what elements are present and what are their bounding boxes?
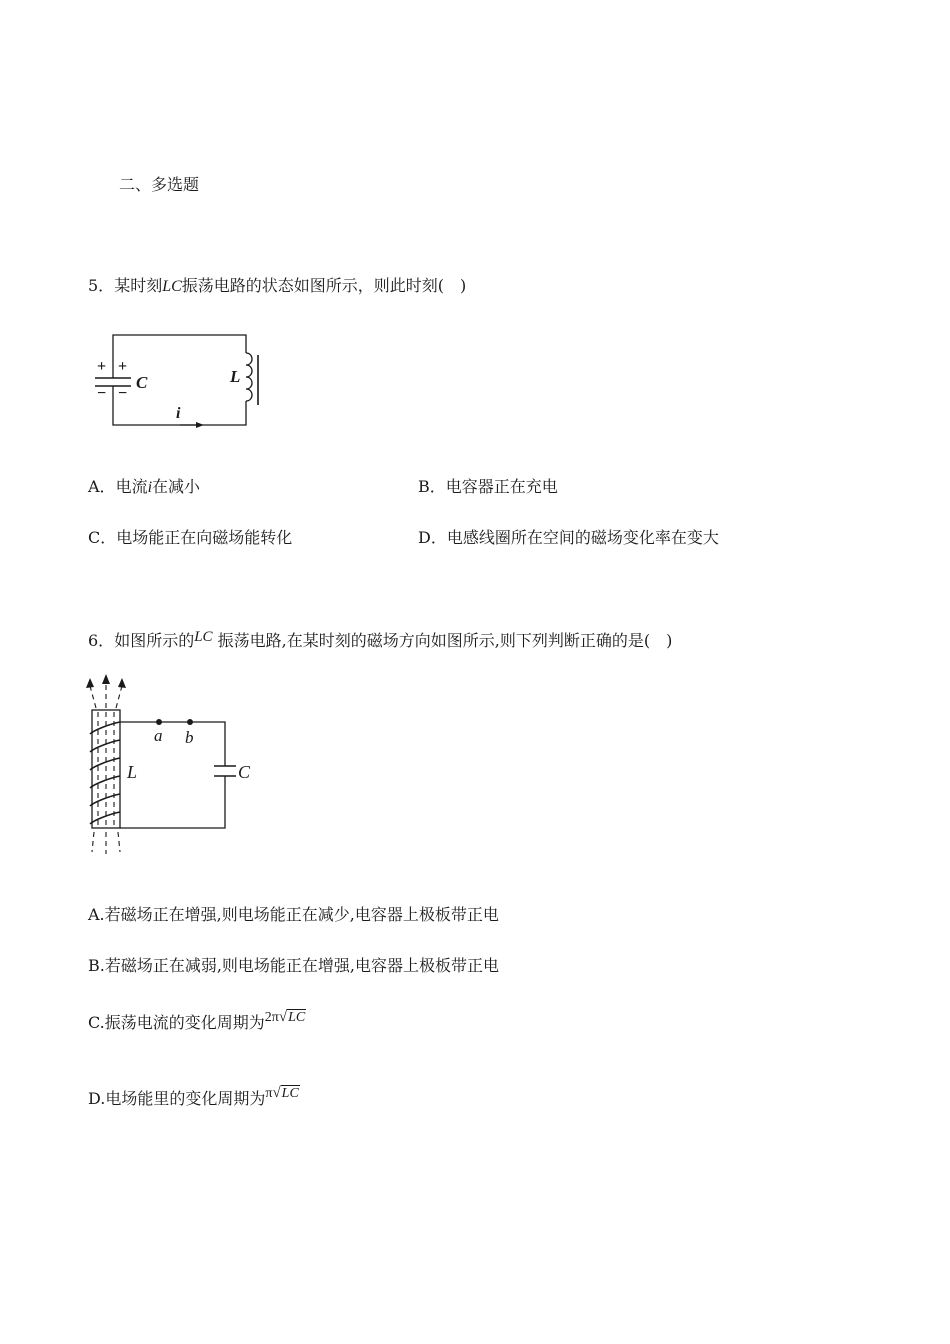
point-a-label: a	[154, 726, 163, 745]
current-arrow-head	[196, 422, 204, 428]
inductor-coil	[246, 353, 252, 401]
option-c-formula	[265, 1009, 306, 1026]
circuit-wire-bottom	[120, 776, 225, 828]
question-6-number: 6．	[88, 631, 115, 650]
field-line-left	[90, 686, 96, 708]
question-6-option-b[interactable]: B.若磁场正在减弱,则电场能正在增强,电容器上极板带正电	[88, 956, 500, 975]
option-c-formula-body: LC	[288, 1010, 306, 1025]
option-a-text-before: 电流	[115, 477, 148, 496]
field-line-below-left	[92, 832, 94, 852]
option-c-text: C.振荡电流的变化周期为	[88, 1013, 265, 1032]
question-6-stem-before: 如图所示的	[114, 631, 195, 650]
option-a-letter: A．	[88, 477, 116, 496]
question-5-stem	[88, 273, 466, 296]
option-a-text-after: 在减小	[152, 477, 201, 496]
option-d-formula	[265, 1085, 299, 1102]
current-label: i	[176, 405, 181, 422]
question-5-option-c[interactable]	[88, 525, 292, 548]
point-b-dot	[187, 719, 193, 725]
question-5-option-a[interactable]	[88, 474, 200, 497]
question-6-option-c[interactable]	[88, 1010, 306, 1033]
question-6-symbol: LC	[194, 629, 213, 645]
field-arrow-center	[102, 674, 110, 684]
question-6-circuit-figure	[80, 672, 270, 862]
capacitor-label: C	[238, 762, 251, 782]
coil-winding	[90, 722, 120, 824]
field-line-right	[116, 686, 122, 708]
option-c-sqrt-icon: √	[278, 1009, 288, 1025]
inductor-label: L	[230, 367, 241, 386]
option-d-text: 电感线圈所在空间的磁场变化率在变大	[446, 528, 719, 547]
point-b-label: b	[185, 728, 194, 747]
section-title: 二、多选题	[119, 175, 200, 194]
question-5-number: 5．	[88, 276, 115, 295]
option-b-text: 电容器正在充电	[445, 477, 558, 496]
option-c-letter: C．	[88, 528, 117, 547]
question-5-option-b[interactable]	[418, 474, 558, 497]
plus-sign-right: +	[118, 358, 128, 375]
question-5-option-d[interactable]	[418, 525, 719, 548]
option-d-text: D.电场能里的变化周期为	[88, 1089, 266, 1108]
inductor-label: L	[127, 762, 138, 782]
option-d-sqrt-icon: √	[272, 1085, 281, 1101]
question-5-stem-after: 振荡电路的状态如图所示，则此时刻( )	[181, 276, 467, 295]
question-6-option-d[interactable]	[88, 1086, 300, 1109]
field-arrow-left	[86, 678, 94, 688]
field-arrow-right	[118, 678, 126, 688]
question-5-symbol: LC	[162, 278, 182, 295]
question-5-circuit-figure	[80, 325, 280, 440]
option-c-formula-coeff: 2π	[264, 1010, 279, 1025]
question-6-option-a[interactable]: A.若磁场正在增强,则电场能正在减少,电容器上极板带正电	[88, 905, 499, 924]
plus-sign-left: +	[97, 358, 107, 375]
option-a-symbol: i	[147, 479, 153, 496]
circuit-wire-top	[113, 335, 246, 359]
option-d-formula-coeff: π	[265, 1086, 273, 1101]
minus-sign-right: −	[118, 385, 128, 402]
option-b-letter: B．	[418, 477, 446, 496]
field-line-below-right	[118, 832, 120, 852]
question-6-stem-after: 振荡电路,在某时刻的磁场方向如图所示,则下列判断正确的是( )	[217, 631, 673, 650]
minus-sign-left: −	[97, 385, 107, 402]
option-c-text: 电场能正在向磁场能转化	[116, 528, 293, 547]
question-5-stem-before: 某时刻	[114, 276, 163, 295]
capacitor-label: C	[136, 373, 148, 392]
option-d-formula-body: LC	[281, 1086, 299, 1101]
circuit-wire-top	[120, 722, 225, 766]
point-a-dot	[156, 719, 162, 725]
option-d-letter: D．	[418, 528, 447, 547]
question-6-stem	[88, 628, 672, 651]
